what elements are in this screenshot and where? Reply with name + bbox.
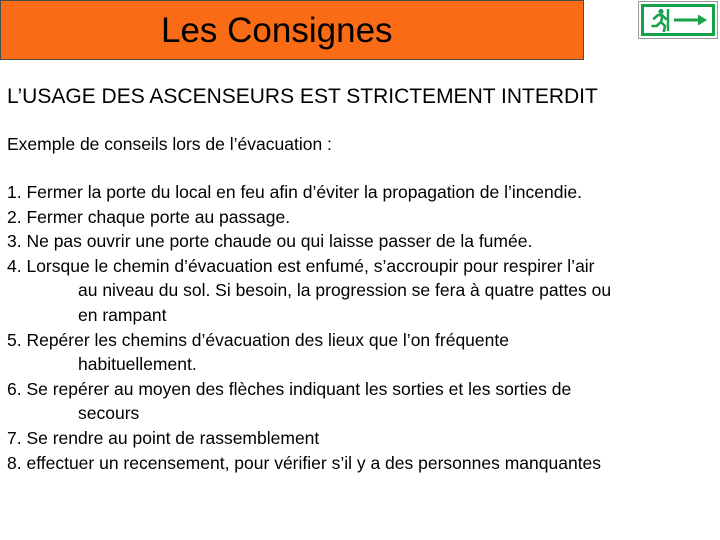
list-item — [7, 180, 611, 205]
list-item-line: 5. Repérer les chemins d’évacuation des lieux que l’on fréquente — [7, 329, 509, 350]
list-item-line: 2. Fermer chaque porte au passage. — [7, 206, 291, 227]
title-banner — [0, 0, 584, 60]
list-item-line: 8. effectuer un recensement, pour vérifier s’il y a des personnes manquantes — [7, 452, 602, 473]
emergency-exit-icon — [638, 1, 718, 39]
evacuation-intro: Exemple de conseils lors de l’évacuation : — [7, 134, 332, 154]
list-item — [7, 254, 611, 328]
list-item-continuation: habituellement. — [78, 354, 197, 375]
list-item-continuation: secours — [78, 403, 140, 424]
elevator-warning: L’USAGE DES ASCENSEURS EST STRICTEMENT INTERDIT — [7, 85, 598, 108]
list-item-line: 6. Se repérer au moyen des flèches indiquant les sorties et les sorties de — [7, 378, 572, 399]
list-item — [7, 451, 611, 476]
list-item-line: 1. Fermer la porte du local en feu afin d’éviter la propagation de l’incendie. — [7, 182, 582, 202]
page-title: Les Consignes — [161, 11, 393, 50]
list-item-continuation: au niveau du sol. Si besoin, la progression se fera à quatre pattes ou — [78, 280, 612, 301]
list-item — [7, 205, 611, 230]
list-item — [7, 328, 611, 377]
evacuation-instructions-list — [7, 180, 611, 475]
list-item-continuation: en rampant — [78, 304, 167, 325]
list-item — [7, 426, 611, 451]
list-item-line: 3. Ne pas ouvrir une porte chaude ou qui laisse passer de la fumée. — [7, 231, 533, 252]
list-item-line: 7. Se rendre au point de rassemblement — [7, 427, 320, 448]
list-item — [7, 229, 611, 254]
list-item-line: 4. Lorsque le chemin d’évacuation est enfumé, s’accroupir pour respirer l’air — [7, 255, 595, 276]
list-item — [7, 377, 611, 426]
